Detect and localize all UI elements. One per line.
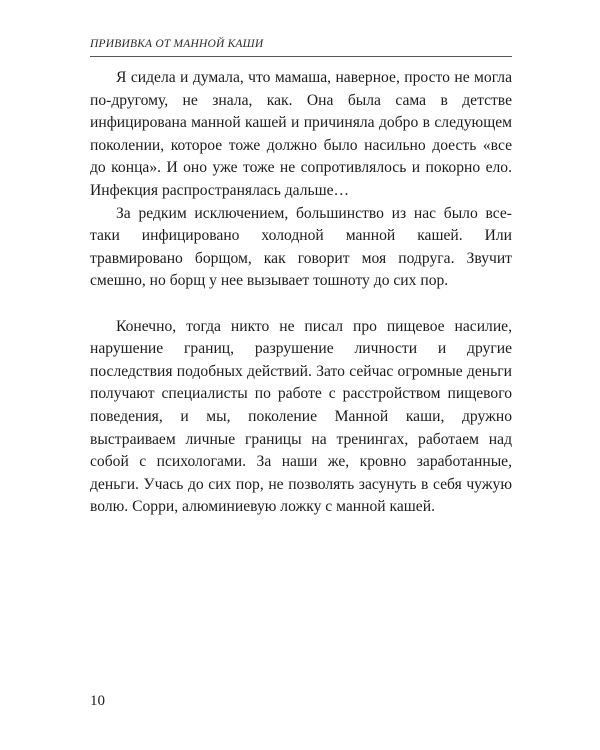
paragraph: За редким исключением, большинство из нас было все-таки инфицировано холодной манной кашей. Или травмировано борщом, как говорит моя подруга. Звучит смешно, но борщ у нее вызывает тошноту до сих пор. — [90, 204, 512, 290]
running-header: ПРИВИВКА ОТ МАННОЙ КАШИ — [90, 38, 264, 50]
body-text — [90, 67, 512, 519]
header-divider — [90, 56, 512, 57]
page-number: 10 — [90, 693, 105, 709]
paragraph: Я сидела и думала, что мамаша, наверное, просто не могла по-другому, не знала, как. Она была сама в детстве инфицирована манной кашей и причиняла добро в следующем поколении, которое тоже должно было насильно доесть «все до конца». И оно уже тоже не сопротивлялось и покорно ело. Инфекция распространялась дальше… — [90, 69, 512, 199]
paragraph: Конечно, тогда никто не писал про пищевое насилие, нарушение границ, разрушение личности и другие последствия подобных действий. Зато сейчас огромные деньги получают специалисты по работе с расстройством пищевого поведения, и мы, поколение Манной каши, дружно выстраиваем личные границы на тренингах, работаем над собой с психологами. За наши же, кровно заработанные, деньги. Учась до сих пор, не позволять засунуть в себя чужую волю. Сорри, алюминиевую ложку с манной кашей. — [90, 317, 512, 516]
